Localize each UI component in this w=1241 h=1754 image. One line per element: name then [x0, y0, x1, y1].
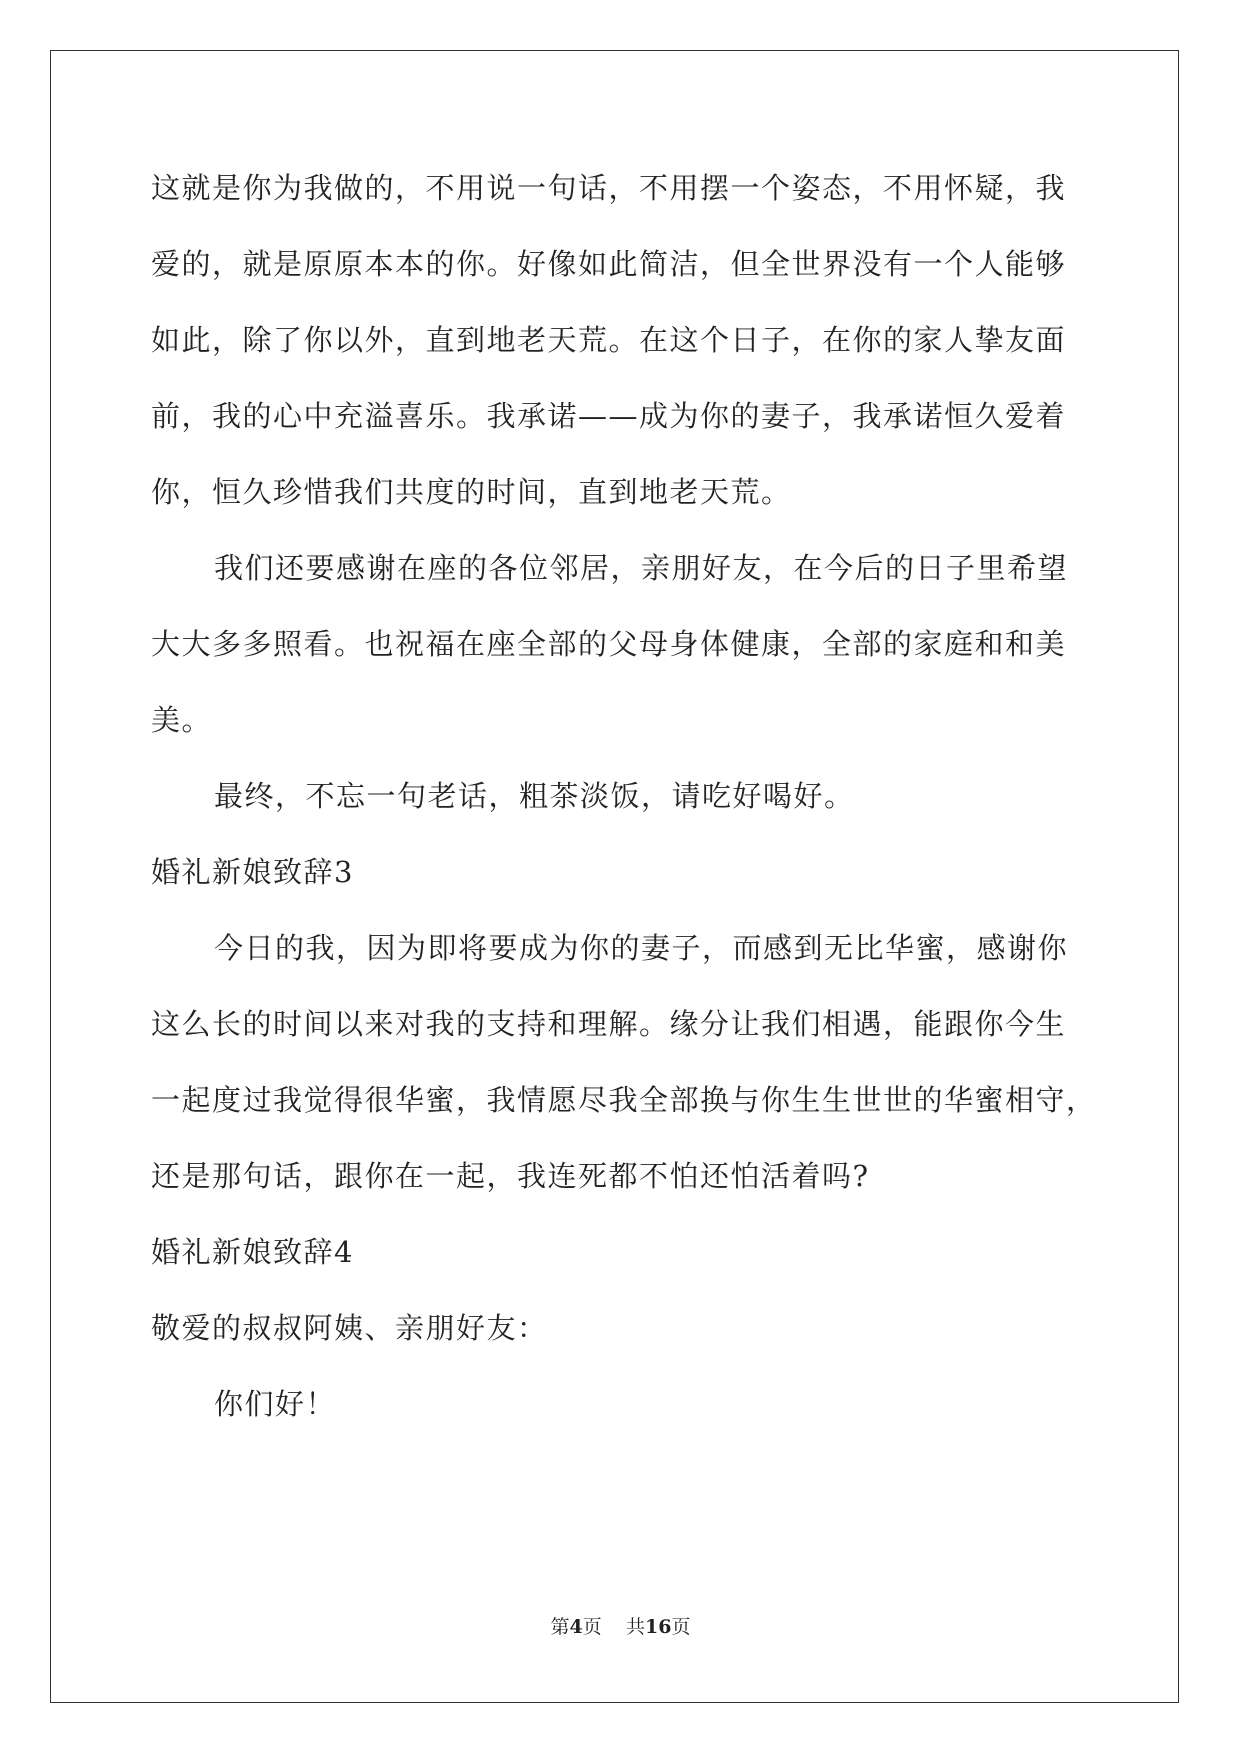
page-prefix: 第 [550, 1616, 570, 1638]
paragraph-line: 这就是你为我做的，不用说一句话，不用摆一个姿态，不用怀疑，我 [151, 171, 1067, 205]
section-heading: 婚礼新娘致辞4 [151, 1235, 354, 1269]
greeting-line: 你们好！ [214, 1387, 337, 1421]
paragraph-line: 美。 [151, 703, 213, 737]
total-pages: 16 [644, 1616, 672, 1638]
paragraph-line: 你，恒久珍惜我们共度的时间，直到地老天荒。 [151, 475, 792, 509]
paragraph-line: 这么长的时间以来对我的支持和理解。缘分让我们相遇，能跟你今生 [151, 1007, 1067, 1041]
salutation-line: 敬爱的叔叔阿姨、亲朋好友： [151, 1311, 548, 1345]
paragraph-line: 前，我的心中充溢喜乐。我承诺——成为你的妻子，我承诺恒久爱着 [151, 399, 1067, 433]
total-suffix: 页 [671, 1616, 691, 1638]
document-body [151, 158, 1111, 1434]
page-footer [0, 1612, 1241, 1639]
paragraph-line: 还是那句话，跟你在一起，我连死都不怕还怕活着吗? [151, 1159, 870, 1193]
page-number: 4 [569, 1616, 583, 1638]
paragraph-line: 今日的我，因为即将要成为你的妻子，而感到无比华蜜，感谢你 [214, 931, 1069, 965]
paragraph-line: 一起度过我觉得很华蜜，我情愿尽我全部换与你生生世世的华蜜相守， [151, 1083, 1097, 1117]
paragraph-line: 爱的，就是原原本本的你。好像如此简洁，但全世界没有一个人能够 [151, 247, 1067, 281]
page-suffix: 页 [582, 1616, 602, 1638]
paragraph-line: 大大多多照看。也祝福在座全部的父母身体健康，全部的家庭和和美 [151, 627, 1067, 661]
paragraph-line: 如此，除了你以外，直到地老天荒。在这个日子，在你的家人挚友面 [151, 323, 1067, 357]
total-prefix: 共 [625, 1616, 645, 1638]
paragraph-line: 我们还要感谢在座的各位邻居，亲朋好友，在今后的日子里希望 [214, 551, 1069, 585]
paragraph-line: 最终，不忘一句老话，粗茶淡饭，请吃好喝好。 [214, 779, 855, 813]
section-heading: 婚礼新娘致辞3 [151, 855, 354, 889]
